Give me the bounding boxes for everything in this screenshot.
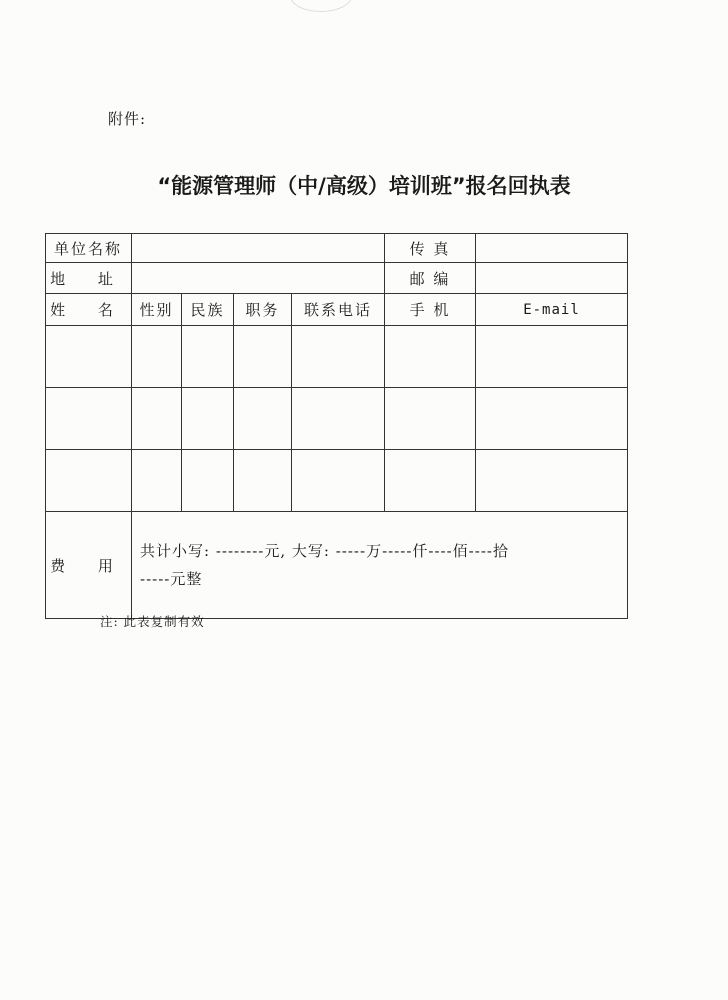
attendee-position-cell[interactable] [234, 326, 292, 388]
unit-name-field[interactable] [132, 234, 385, 263]
copy-validity-note: 注: 此表复制有效 [100, 614, 205, 629]
postcode-field[interactable] [476, 263, 628, 294]
attendee-gender-cell[interactable] [132, 388, 182, 450]
col-name-header: 姓 名 [46, 294, 132, 326]
attendee-name-cell[interactable] [46, 450, 132, 512]
attendee-row-2 [46, 388, 628, 450]
fee-row [46, 512, 628, 619]
binder-hole-mark [290, 0, 352, 12]
attendee-position-cell[interactable] [234, 450, 292, 512]
column-header-row [46, 294, 628, 326]
attendee-row-3 [46, 450, 628, 512]
attendee-email-cell[interactable] [476, 450, 628, 512]
attendee-position-cell[interactable] [234, 388, 292, 450]
attendee-ethnicity-cell[interactable] [182, 326, 234, 388]
fax-field[interactable] [476, 234, 628, 263]
fee-text-line-2: -----元整 [140, 570, 203, 588]
col-mobile-header: 手 机 [385, 294, 476, 326]
attendee-mobile-cell[interactable] [385, 326, 476, 388]
unit-row [46, 234, 628, 263]
address-label: 地 址 [46, 263, 132, 294]
form-title: “能源管理师（中/高级）培训班”报名回执表 [157, 174, 571, 198]
attendee-mobile-cell[interactable] [385, 450, 476, 512]
registration-form-table [45, 233, 628, 619]
attendee-name-cell[interactable] [46, 326, 132, 388]
col-phone-header: 联系电话 [292, 294, 385, 326]
attendee-gender-cell[interactable] [132, 450, 182, 512]
attendee-name-cell[interactable] [46, 388, 132, 450]
fax-label: 传 真 [385, 234, 476, 263]
attendee-email-cell[interactable] [476, 326, 628, 388]
unit-name-label: 单位名称 [46, 234, 132, 263]
attendee-ethnicity-cell[interactable] [182, 388, 234, 450]
address-field[interactable] [132, 263, 385, 294]
col-gender-header: 性别 [132, 294, 182, 326]
attendee-phone-cell[interactable] [292, 388, 385, 450]
fee-text-line-1: 共计小写: --------元, 大写: -----万-----仟----佰----拾 [140, 542, 509, 560]
postcode-label: 邮 编 [385, 263, 476, 294]
col-position-header: 职务 [234, 294, 292, 326]
attendee-mobile-cell[interactable] [385, 388, 476, 450]
fee-label: 费 用 [46, 512, 132, 619]
attendee-phone-cell[interactable] [292, 450, 385, 512]
attachment-label: 附件: [108, 110, 147, 128]
col-email-header: E-mail [476, 294, 628, 326]
address-row [46, 263, 628, 294]
col-ethnicity-header: 民族 [182, 294, 234, 326]
attendee-row-1 [46, 326, 628, 388]
fee-amount-field[interactable] [132, 512, 628, 619]
attendee-gender-cell[interactable] [132, 326, 182, 388]
attendee-phone-cell[interactable] [292, 326, 385, 388]
attendee-ethnicity-cell[interactable] [182, 450, 234, 512]
attendee-email-cell[interactable] [476, 388, 628, 450]
